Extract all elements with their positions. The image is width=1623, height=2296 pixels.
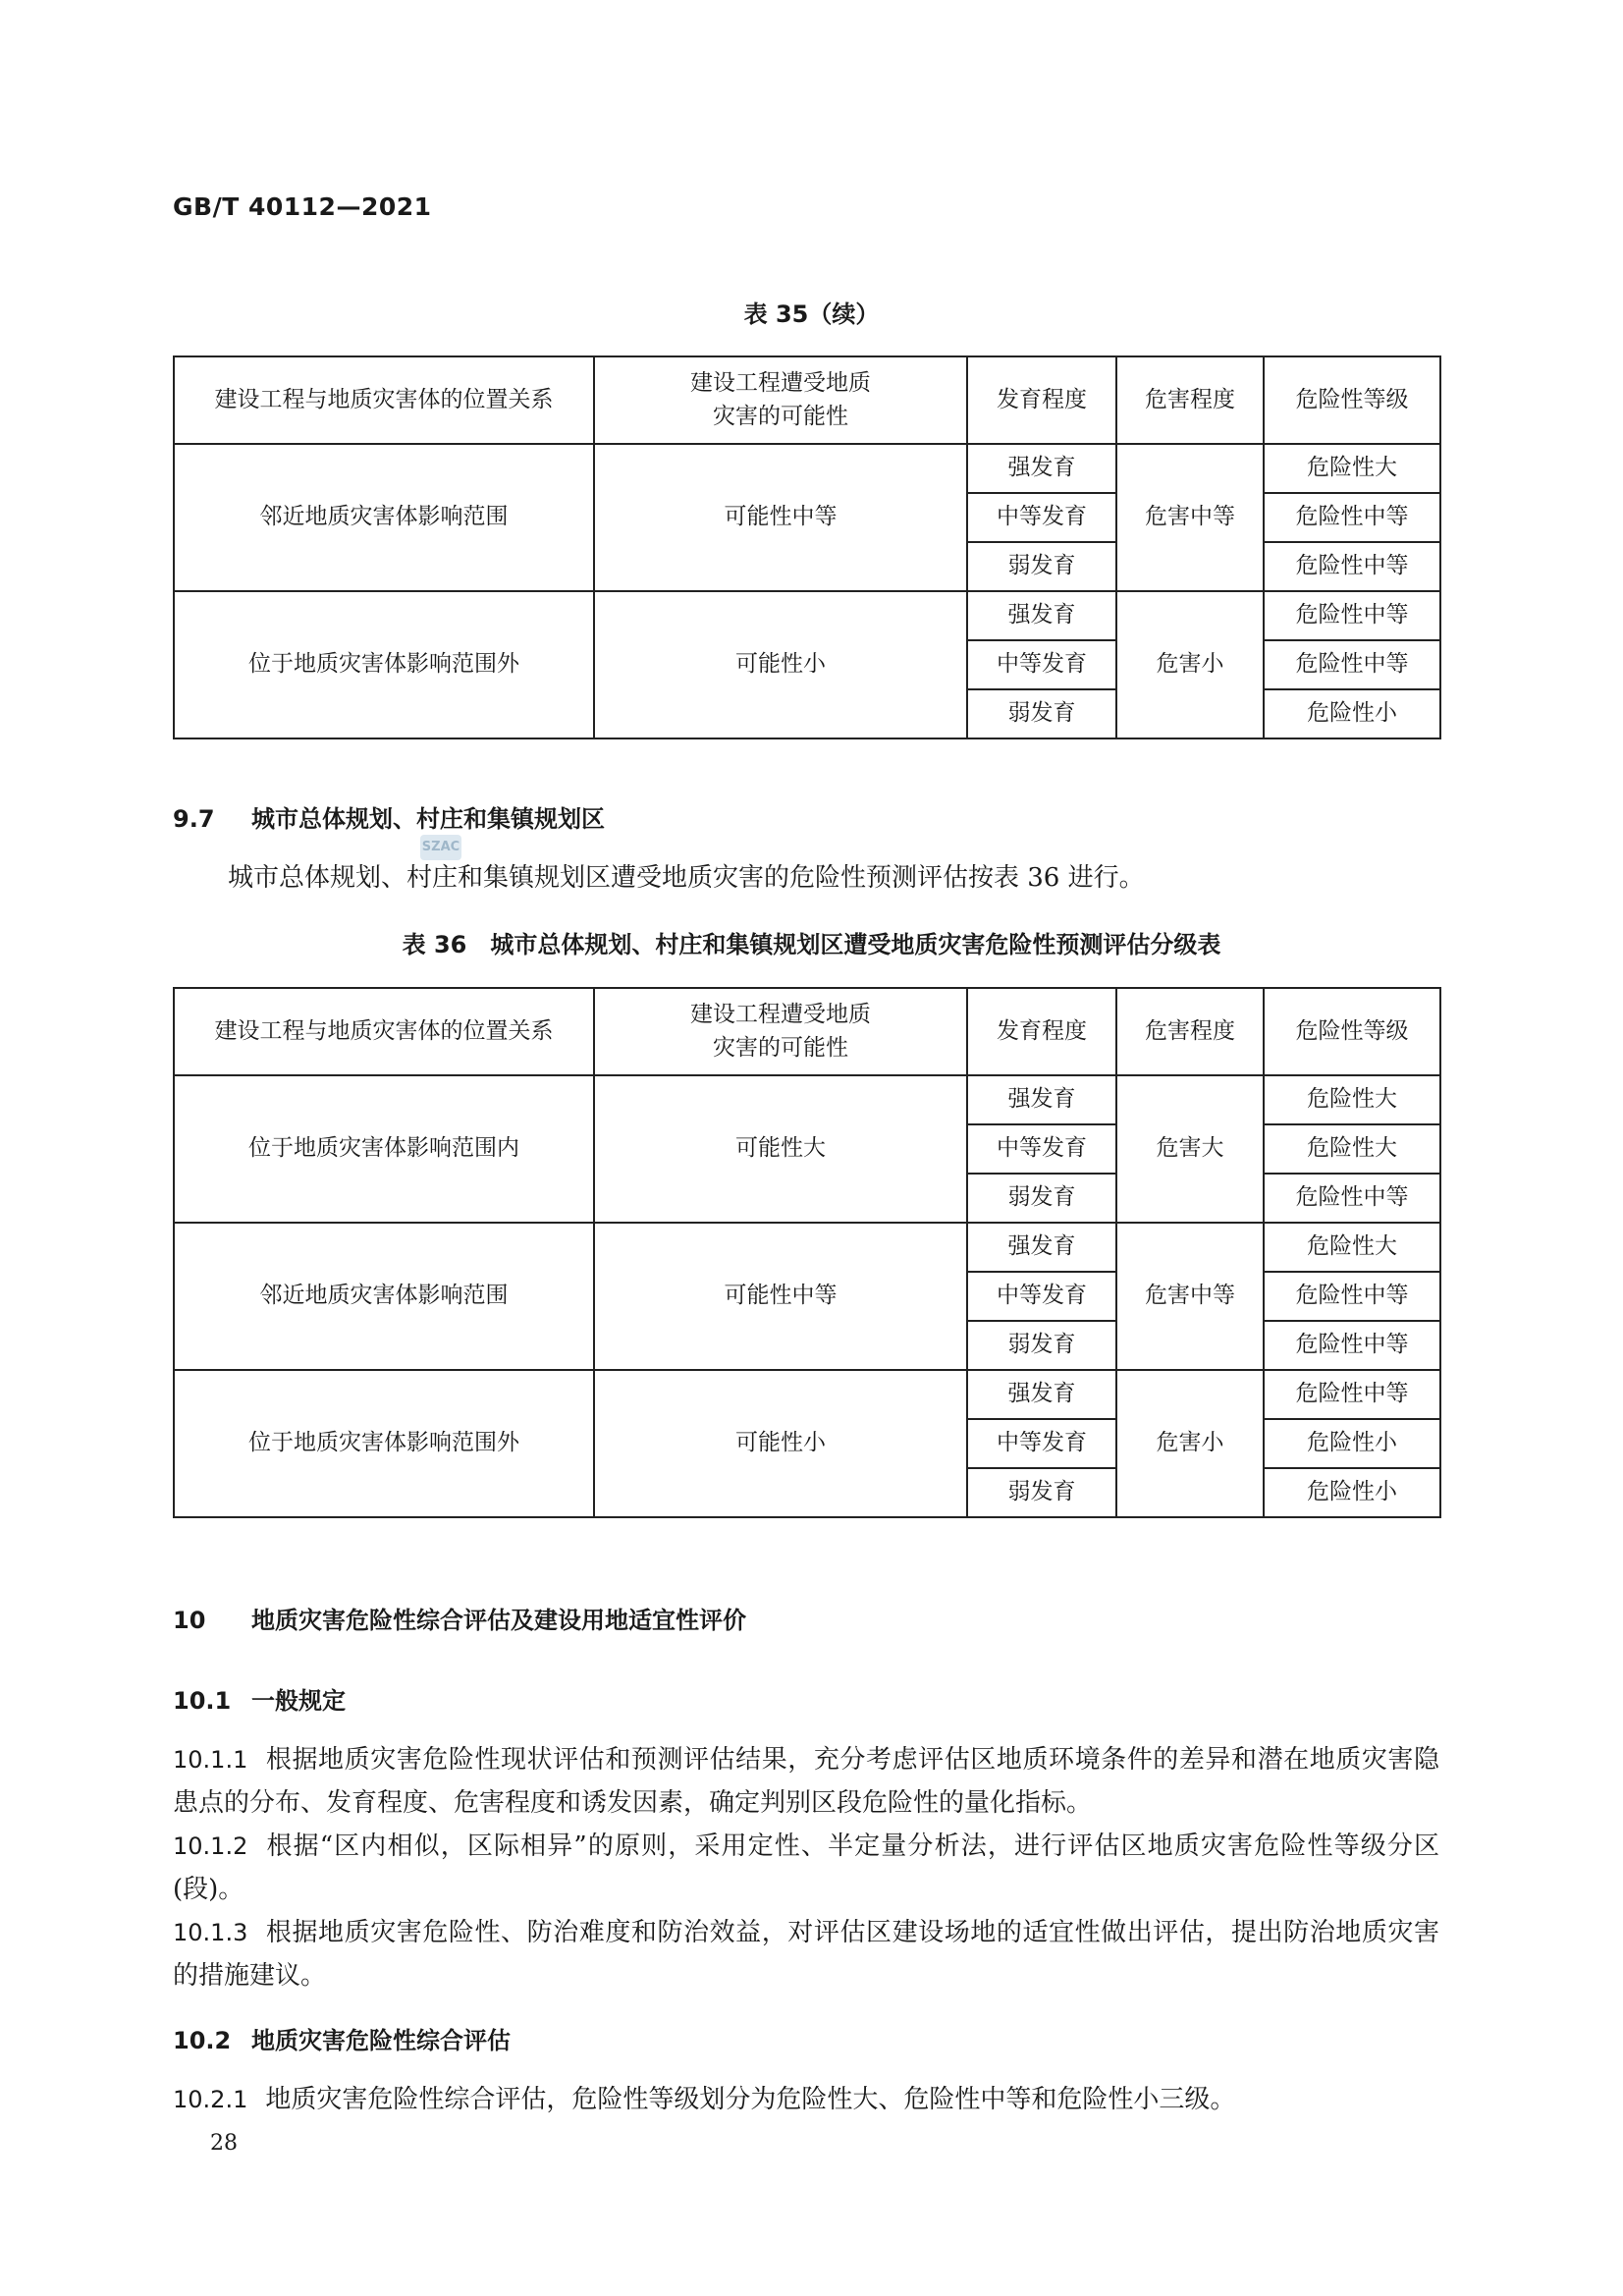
- risk-cell: 危险性中等: [1264, 542, 1440, 591]
- table-35-header-possibility: [594, 356, 967, 444]
- clause-text: 根据“区内相似，区际相异”的原则，采用定性、半定量分析法，进行评估区地质灾害危险性等级分区(段)。: [173, 1831, 1439, 1904]
- development-cell: 强发育: [967, 591, 1116, 640]
- damage-cell: 危害小: [1116, 591, 1264, 738]
- section-number: 10.1: [173, 1687, 232, 1715]
- possibility-cell: 可能性小: [594, 1370, 967, 1517]
- development-cell: 弱发育: [967, 1174, 1116, 1223]
- clause-number: 10.1.3: [173, 1919, 248, 1946]
- table-35-header-risk: 危险性等级: [1264, 356, 1440, 444]
- risk-cell: 危险性中等: [1264, 1321, 1440, 1370]
- clause-text: 根据地质灾害危险性现状评估和预测评估结果，充分考虑评估区地质环境条件的差异和潜在地质灾害隐患点的分布、发育程度、危害程度和诱发因素，确定判别区段危险性的量化指标。: [173, 1745, 1439, 1818]
- development-cell: 弱发育: [967, 689, 1116, 738]
- section-title: 地质灾害危险性综合评估及建设用地适宜性评价: [251, 1607, 746, 1634]
- damage-cell: 危害小: [1116, 1370, 1264, 1517]
- table-36-header-risk: 危险性等级: [1264, 988, 1440, 1075]
- clause-10-2-1: [173, 2078, 1439, 2121]
- possibility-cell: 可能性中等: [594, 444, 967, 591]
- risk-cell: 危险性大: [1264, 1124, 1440, 1174]
- table-36-header-development: 发育程度: [967, 988, 1116, 1075]
- clause-10-1-1: [173, 1738, 1439, 1825]
- table-35-header-damage: 危害程度: [1116, 356, 1264, 444]
- development-cell: 弱发育: [967, 542, 1116, 591]
- table-35: [173, 355, 1441, 739]
- damage-cell: 危害中等: [1116, 1223, 1264, 1370]
- section-title: 城市总体规划、村庄和集镇规划区: [251, 805, 605, 833]
- table-36-header-possibility: [594, 988, 967, 1075]
- section-title: 地质灾害危险性综合评估: [251, 2027, 511, 2054]
- section-number: 10.2: [173, 2027, 232, 2054]
- risk-cell: 危险性小: [1264, 689, 1440, 738]
- development-cell: 中等发育: [967, 1272, 1116, 1321]
- risk-cell: 危险性中等: [1264, 640, 1440, 689]
- damage-cell: 危害大: [1116, 1075, 1264, 1223]
- position-cell: 邻近地质灾害体影响范围: [174, 1223, 594, 1370]
- development-cell: 弱发育: [967, 1321, 1116, 1370]
- table-36: [173, 987, 1441, 1518]
- risk-cell: 危险性中等: [1264, 1174, 1440, 1223]
- section-10-2-heading: [173, 2021, 511, 2055]
- development-cell: 中等发育: [967, 640, 1116, 689]
- table-35-header-position: 建设工程与地质灾害体的位置关系: [174, 356, 594, 444]
- position-cell: 邻近地质灾害体影响范围: [174, 444, 594, 591]
- possibility-cell: 可能性小: [594, 591, 967, 738]
- risk-cell: 危险性中等: [1264, 1370, 1440, 1419]
- development-cell: 强发育: [967, 1075, 1116, 1124]
- risk-cell: 危险性中等: [1264, 591, 1440, 640]
- development-cell: 中等发育: [967, 1419, 1116, 1468]
- development-cell: 中等发育: [967, 1124, 1116, 1174]
- risk-cell: 危险性大: [1264, 444, 1440, 493]
- table-36-header-possibility-text: 建设工程遭受地质灾害的可能性: [689, 1002, 871, 1061]
- section-number: 9.7: [173, 805, 215, 833]
- development-cell: 中等发育: [967, 493, 1116, 542]
- development-cell: 强发育: [967, 1370, 1116, 1419]
- standard-code: GB/T 40112—2021: [173, 192, 432, 221]
- development-cell: 强发育: [967, 1223, 1116, 1272]
- position-cell: 位于地质灾害体影响范围内: [174, 1075, 594, 1223]
- table-36-header-position: 建设工程与地质灾害体的位置关系: [174, 988, 594, 1075]
- table-row: [174, 444, 1440, 493]
- risk-cell: 危险性中等: [1264, 493, 1440, 542]
- table-35-header-development: 发育程度: [967, 356, 1116, 444]
- risk-cell: 危险性中等: [1264, 1272, 1440, 1321]
- section-10-heading: [173, 1601, 746, 1635]
- clause-10-1-3: [173, 1911, 1439, 1997]
- table-row: [174, 591, 1440, 640]
- clause-number: 10.1.1: [173, 1746, 248, 1774]
- development-cell: 强发育: [967, 444, 1116, 493]
- section-title: 一般规定: [251, 1687, 346, 1715]
- table-row: [174, 1075, 1440, 1124]
- table-row: [174, 1370, 1440, 1419]
- table-35-header-possibility-text: 建设工程遭受地质灾害的可能性: [689, 370, 871, 429]
- clause-text: 根据地质灾害危险性、防治难度和防治效益，对评估区建设场地的适宜性做出评估，提出防治地质灾害的措施建议。: [173, 1918, 1439, 1991]
- clause-number: 10.2.1: [173, 2086, 248, 2113]
- risk-cell: 危险性小: [1264, 1419, 1440, 1468]
- section-10-1-heading: [173, 1681, 346, 1716]
- page-number: 28: [210, 2131, 238, 2156]
- position-cell: 位于地质灾害体影响范围外: [174, 591, 594, 738]
- risk-cell: 危险性大: [1264, 1075, 1440, 1124]
- clause-text: 地质灾害危险性综合评估，危险性等级划分为危险性大、危险性中等和危险性小三级。: [265, 2085, 1236, 2114]
- table-36-header-damage: 危害程度: [1116, 988, 1264, 1075]
- clause-10-1-2: [173, 1825, 1439, 1911]
- possibility-cell: 可能性中等: [594, 1223, 967, 1370]
- section-9-7-text: 城市总体规划、村庄和集镇规划区遭受地质灾害的危险性预测评估按表 36 进行。: [228, 863, 1145, 893]
- damage-cell: 危害中等: [1116, 444, 1264, 591]
- table-row: [174, 1223, 1440, 1272]
- risk-cell: 危险性小: [1264, 1468, 1440, 1517]
- position-cell: 位于地质灾害体影响范围外: [174, 1370, 594, 1517]
- risk-cell: 危险性大: [1264, 1223, 1440, 1272]
- section-9-7-heading: [173, 799, 605, 834]
- watermark-logo: SZAC: [420, 835, 461, 860]
- table-36-caption: 表 36 城市总体规划、村庄和集镇规划区遭受地质灾害危险性预测评估分级表: [402, 931, 1221, 958]
- possibility-cell: 可能性大: [594, 1075, 967, 1223]
- table-35-caption: 表 35（续）: [743, 301, 880, 328]
- clause-number: 10.1.2: [173, 1832, 248, 1860]
- development-cell: 弱发育: [967, 1468, 1116, 1517]
- section-number: 10: [173, 1607, 206, 1634]
